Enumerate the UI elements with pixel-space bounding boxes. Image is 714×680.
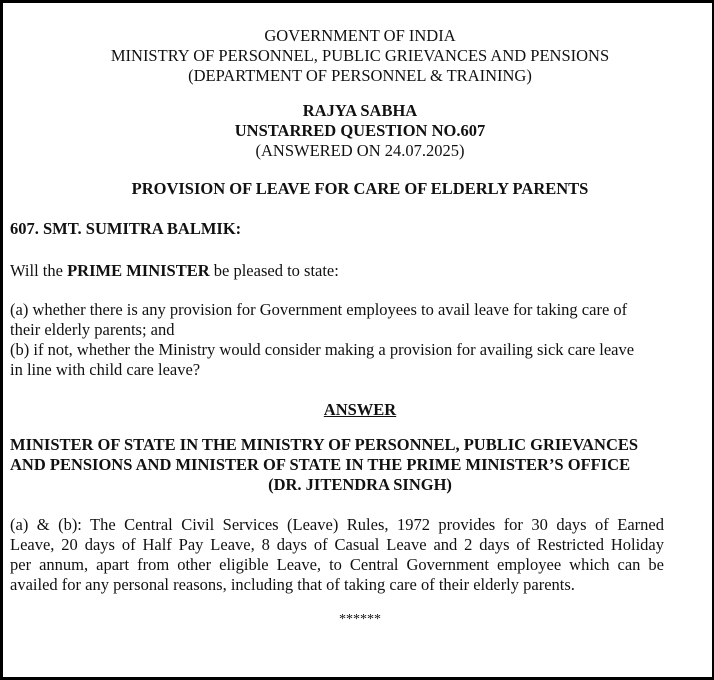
question-number: UNSTARRED QUESTION NO.607 — [234, 121, 486, 140]
asker-name: 607. SMT. SUMITRA BALMIK: — [10, 219, 242, 238]
question-title: PROVISION OF LEAVE FOR CARE OF ELDERLY PARENTS — [131, 179, 589, 198]
intro-addressee: PRIME MINISTER — [67, 261, 210, 280]
answered-date: (ANSWERED ON 24.07.2025) — [255, 141, 465, 160]
house-name: RAJYA SABHA — [302, 101, 418, 120]
question-intro — [10, 261, 339, 281]
intro-suffix: be pleased to state: — [209, 261, 339, 280]
answer-line-4: availed for any personal reasons, including that of taking care of their elderly parents. — [10, 575, 575, 594]
header-government: GOVERNMENT OF INDIA — [264, 26, 456, 45]
question-line-2: their elderly parents; and — [10, 320, 175, 339]
end-marker: ****** — [339, 612, 381, 627]
header-department: (DEPARTMENT OF PERSONNEL & TRAINING) — [188, 66, 532, 85]
answer-line-2: Leave, 20 days of Half Pay Leave, 8 days of Casual Leave and 2 days of Restricted Holiday — [10, 535, 664, 554]
answer-heading: ANSWER — [323, 400, 397, 419]
question-line-1: (a) whether there is any provision for Government employees to avail leave for taking care of — [10, 300, 628, 319]
answer-line-3: per annum, apart from other eligible Leave, to Central Government employee which can be — [10, 555, 664, 574]
intro-prefix: Will the — [10, 261, 68, 280]
minister-line-2: AND PENSIONS AND MINISTER OF STATE IN THE PRIME MINISTER’S OFFICE — [10, 455, 631, 474]
answer-line-1: (a) & (b): The Central Civil Services (Leave) Rules, 1972 provides for 30 days of Earned — [10, 515, 664, 534]
question-line-4: in line with child care leave? — [10, 360, 201, 379]
minister-name: (DR. JITENDRA SINGH) — [268, 475, 452, 494]
header-ministry: MINISTRY OF PERSONNEL, PUBLIC GRIEVANCES AND PENSIONS — [110, 46, 610, 65]
minister-line-1: MINISTER OF STATE IN THE MINISTRY OF PERSONNEL, PUBLIC GRIEVANCES — [10, 435, 639, 454]
question-line-3: (b) if not, whether the Ministry would consider making a provision for availing sick care leave — [10, 340, 635, 359]
